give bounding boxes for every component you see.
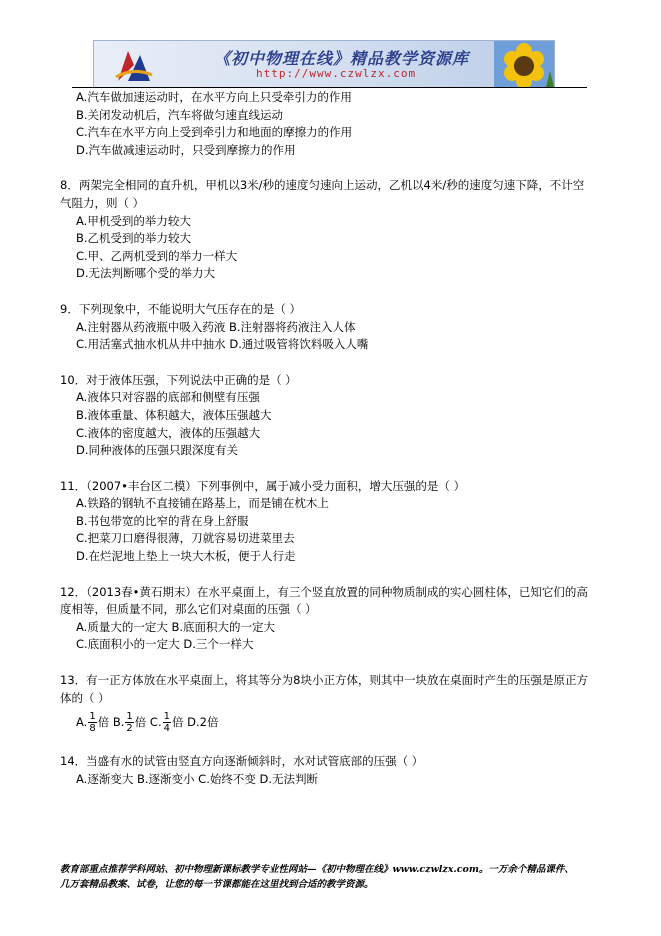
option: D.同种液体的压强只跟深度有关 (76, 443, 239, 458)
option: C.用活塞式抽水机从井中抽水 D.通过吸管将饮料吸入人嘴 (76, 337, 369, 352)
question-8 (60, 177, 588, 283)
option: B.关闭发动机后，汽车将做匀速直线运动 (76, 107, 284, 122)
option: C.液体的密度越大，液体的压强越大 (76, 425, 261, 440)
header-banner (93, 40, 555, 88)
question-14 (60, 753, 588, 788)
question-11 (60, 478, 588, 566)
banner-title: 《初中物理在线》精品教学资源库 (214, 49, 470, 68)
fraction-c (163, 711, 171, 734)
banner-url[interactable]: http://www.czwlzx.com (256, 67, 417, 80)
question-stem: 8．两架完全相同的直升机，甲机以3米/秒的速度匀速向上运动，乙机以4米/秒的速度匀速下降，不计空气阻力，则（ ） (60, 178, 585, 210)
option: C.底面积小的一定大 D.三个一样大 (76, 637, 254, 652)
question-12 (60, 584, 588, 654)
question-9 (60, 301, 588, 354)
option: A.甲机受到的举力较大 (76, 213, 191, 228)
option: C.把菜刀口磨得很薄，刀就容易切进菜里去 (76, 531, 295, 546)
question-stem: 11．（2007•丰台区二模）下列事例中，属于减小受力面积，增大压强的是（ ） (60, 478, 466, 493)
question-stem: 13．有一正方体放在水平桌面上，将其等分为8块小正方体，则其中一块放在桌面时产生的压强是原正方体的（ ） (60, 673, 588, 705)
question-7 (60, 89, 588, 159)
question-13 (60, 672, 588, 735)
denominator: 4 (163, 723, 170, 735)
option: A.注射器从药液瓶中吸入药液 B.注射器将药液注入人体 (76, 319, 356, 334)
option-c-label: 倍 C. (134, 715, 162, 730)
denominator: 8 (89, 723, 96, 735)
option: A.质量大的一定大 B.底面积大的一定大 (76, 619, 276, 634)
question-stem: 14．当盛有水的试管由竖直方向逐渐倾斜时，水对试管底部的压强（ ） (60, 754, 424, 769)
option: B.乙机受到的举力较大 (76, 231, 192, 246)
denominator: 2 (126, 723, 133, 735)
option: A.汽车做加速运动时，在水平方向上只受牵引力的作用 (76, 90, 352, 104)
option: A.逐渐变大 B.逐渐变小 C.始终不变 D.无法判断 (76, 771, 319, 786)
fraction-a (88, 711, 96, 734)
numerator: 1 (163, 711, 170, 723)
document-body (60, 89, 588, 788)
option: A.液体只对容器的底部和侧壁有压强 (76, 390, 260, 405)
option: B.书包带宽的比窄的背在身上舒服 (76, 513, 249, 528)
question-stem: 9．下列现象中，不能说明大气压存在的是（ ） (60, 301, 301, 316)
option: B.液体重量、体积越大，液体压强越大 (76, 407, 272, 422)
option: C.汽车在水平方向上受到牵引力和地面的摩擦力的作用 (76, 125, 353, 140)
logo-icon (114, 47, 154, 83)
question-stem: 12．（2013春•黄石期末）在水平桌面上，有三个竖直放置的同种物质制成的实心圆柱体，已知它们的高度相等，但质量不同，那么它们对桌面的压强（ ） (60, 584, 588, 617)
option-b-label: 倍 B. (97, 715, 125, 730)
sunflower-icon (494, 41, 554, 87)
option: D.在烂泥地上垫上一块大木板，便于人行走 (76, 549, 296, 564)
option: D.无法判断哪个受的举力大 (76, 266, 216, 281)
numerator: 1 (126, 711, 133, 723)
option: A.铁路的钢轨不直接铺在路基上，而是铺在枕木上 (76, 496, 329, 511)
footer-line-1: 教育部重点推荐学科网站、初中物理新课标教学专业性网站—《初中物理在线》www.czwlzx.com。一万余个精品课件、 (60, 864, 574, 875)
header-rule (72, 87, 587, 88)
option-a-label: A. (76, 715, 88, 730)
numerator: 1 (89, 711, 96, 723)
option: C.甲、乙两机受到的举力一样大 (76, 248, 238, 263)
fraction-options (76, 709, 588, 735)
footer-line-2: 几万套精品教案、试卷，让您的每一节课都能在这里找到合适的教学资源。 (60, 879, 374, 890)
footer (60, 862, 600, 892)
option-d-label: 倍 D.2倍 (172, 715, 219, 730)
option: D.汽车做减速运动时，只受到摩擦力的作用 (76, 142, 296, 157)
question-stem: 10．对于液体压强，下列说法中正确的是（ ） (60, 372, 297, 387)
question-10 (60, 372, 588, 460)
fraction-b (125, 711, 133, 734)
